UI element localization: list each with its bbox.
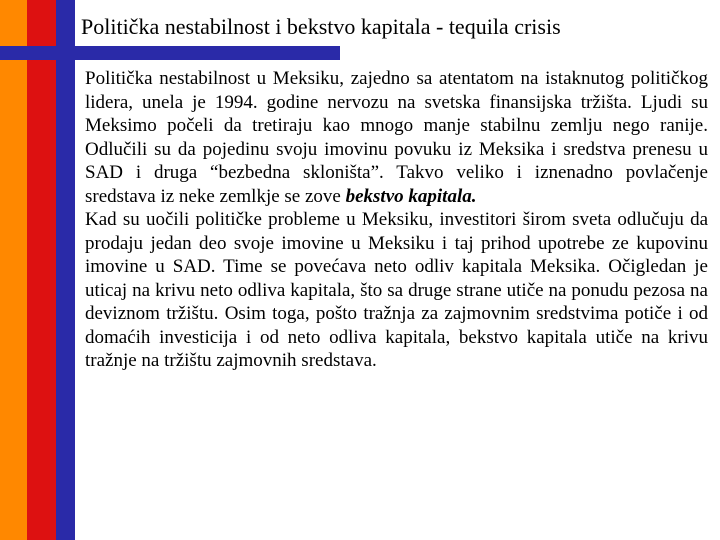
- decorative-stripe-blue: [56, 0, 75, 540]
- paragraph-1-text: Politička nestabilnost u Meksiku, zajedno sa atentatom na istaknutog političkog lidera, unela je 1994. godine nervozu na svetska finansijska tržišta. Ljudi su Meksimo počeli da tretiraju kao mnogo manje stabilnu zemlju nego ranije. Odlučili su da pojedinu svoju imovinu povuku iz Meksika i sredstva prenesu u SAD i druga “bezbedna skloništa”. Takvo veliko i iznenadno povlačenje sredstava iz neke zemlkje se zove: [85, 68, 708, 207]
- body-paragraph-2: Kad su uočili političke probleme u Meksiku, investitori širom sveta odlučuju da prodaju jedan deo svoje imovine u Meksiku i taj prihod upotrebe ze kupovinu imovine u SAD. Time se povećava neto odliv kapitala Meksika. Očigledan je uticaj na krivu neto odliva kapitala, što sa druge strane utiče na ponudu pezosa na deviznom tržištu. Osim toga, pošto tražnja za zajmovnim sredstvima potiče i od domaćih investicija i od neto odliva kapitala, bekstvo kapitala utiče na krivu tražnje na tržištu zajmovnih sredstava.: [85, 209, 708, 371]
- slide-title: Politička nestabilnost i bekstvo kapitala - tequila crisis: [81, 14, 561, 39]
- decorative-stripe-red: [27, 0, 56, 540]
- slide-body: [85, 67, 708, 373]
- title-underline-bar: [0, 46, 340, 60]
- decorative-stripe-orange: [0, 0, 27, 540]
- body-paragraph-1: [85, 67, 708, 208]
- term-capital-flight: bekstvo kapitala.: [345, 185, 477, 207]
